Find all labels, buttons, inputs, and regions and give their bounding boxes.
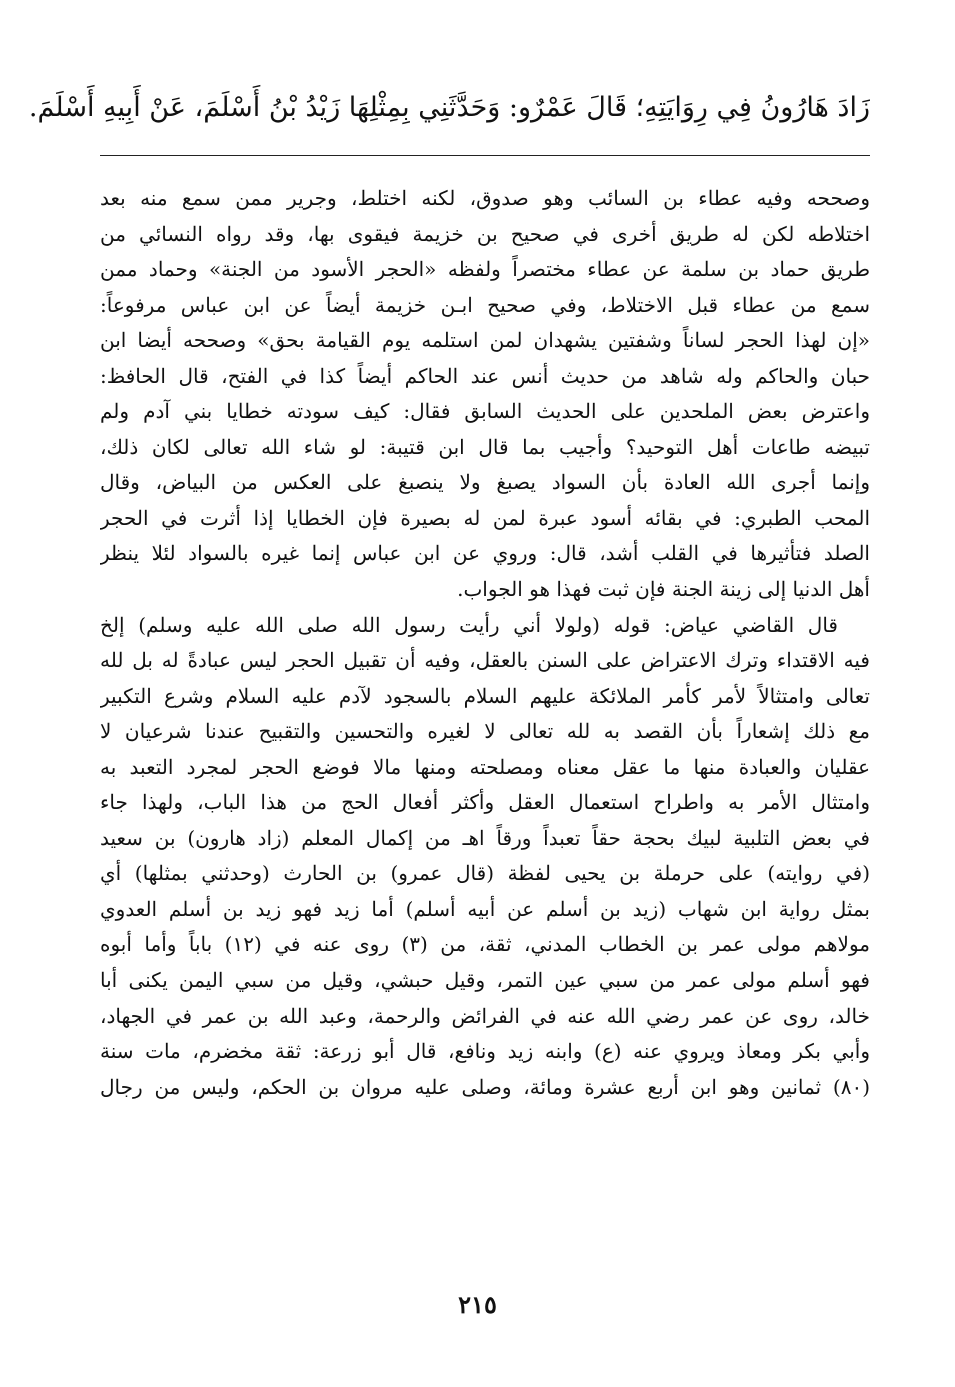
text-line: المحب الطبري: في بقائه أسود عبرة لمن له بصيرة فإن الخطايا إذا أثرت في الحجر: [100, 505, 870, 530]
text-line: قال القاضي عياض: قوله (ولولا أني رأيت رسول الله صلى الله عليه وسلم) إلخ: [100, 612, 838, 637]
text-line: فهو أسلم مولى عمر من سبي عين التمر، وقيل حبشي، وقيل من سبي اليمن يكنى أبا: [100, 968, 870, 993]
text-line: وأبي بكر ومعاذ ويروي عنه (ع) وابنه زيد ونافع، قال أبو زرعة: ثقة مخضرم، مات سنة: [100, 1039, 870, 1064]
text-line: في بعض التلبية لبيك بحجة حقاً تعبداً ورقاً اهـ من إكمال المعلم (زاد هارون) بن سعيد: [100, 825, 870, 850]
text-line: فيه الاقتداء وترك الاعتراض على السنن بالعقل، وفيه أن تقبيل الحجر ليس عبادةً له بل لله: [100, 648, 870, 673]
text-line: تعالى وامتثالاً لأمر كأمر الملائكة عليهم السلام بالسجود لآدم عليه السلام وشرع التكبير: [100, 683, 870, 708]
text-line: اختلاطه لكن له طريق أخرى في صحيح بن خزيمة فيقوى بها، وقد رواه النسائي من: [100, 221, 870, 246]
text-line: عقليان والعبادة منها ما عقل معناه ومصلحته ومنها مالا فوضع الحجر لمجرد التعبد به: [100, 754, 870, 779]
text-line: وامتثال الأمر به واطراح استعمال العقل وأكثر أفعال الحج من هذا الباب، ولهذا جاء: [100, 790, 870, 815]
text-line: سمع من عطاء قبل الاختلاط، وفي صحيح ابـن خزيمة أيضاً عن ابن عباس مرفوعاً:: [100, 292, 870, 317]
text-line: (في روايته) على حرملة بن يحيى لفظة (قال عمرو) بن الحارث (وحدثني بمثلها) أي: [100, 861, 870, 886]
text-line: تبيضه طاعات أهل التوحيد؟ وأجيب بما قال ابن قتيبة: لو شاء الله تعالى لكان ذلك،: [100, 434, 870, 459]
paragraph-2: [100, 608, 870, 1106]
text-line: الصلد فتأثيرها في القلب أشد، قال: وروي عن ابن عباس إنما غيره بالسواد لئلا ينظر: [100, 541, 870, 566]
text-line: مع ذلك إشعاراً بأن القصد به لله تعالى لا لغيره والتحسين والتقبيح عندنا شرعيان لا: [100, 719, 870, 744]
page-number: ٢١٥: [458, 1290, 497, 1319]
text-line: وإنما أجرى الله العادة بأن السواد يصبغ ولا ينصبغ على العكس من البياض، وقال: [100, 470, 870, 495]
commentary-block: [100, 181, 870, 1105]
text-line: طريق حماد بن سلمة عن عطاء مختصراً ولفظه «الحجر الأسود من الجنة» وحماد ممن: [100, 257, 870, 282]
hadith-text: زَادَ هَارُونُ فِي رِوَايَتِهِ؛ قَالَ عَمْرٌو: وَحَدَّثَنِي بِمِثْلِهَا زَيْدُ بْنُ أَسْلَمَ، عَنْ أَبِيهِ أَسْلَمَ.: [28, 92, 870, 123]
text-line: بمثل رواية ابن شهاب (زيد بن أسلم عن أبيه أسلم) أما زيد فهو زيد بن أسلم العدوي: [100, 896, 870, 921]
text-line: وصححه وفيه عطاء بن السائب وهو صدوق، لكنه اختلط، وجرير ممن سمع منه بعد: [100, 186, 870, 210]
footnote-divider: [100, 155, 870, 156]
text-line: (٨٠) ثمانين وهو ابن أربع عشرة ومائة، وصلى عليه مروان بن الحكم، وليس من رجال: [100, 1074, 870, 1099]
paragraph-1: [100, 181, 870, 608]
text-line: أهل الدنيا إلى زينة الجنة فإن ثبت فهذا هو الجواب.: [457, 577, 870, 602]
text-line: حبان والحاكم وله شاهد من حديث أنس عند الحاكم أيضاً كذا في الفتح، قال الحافظ:: [100, 363, 870, 388]
text-line: «إن لهذا الحجر لساناً وشفتين يشهدان لمن استلمه يوم القيامة بحق» وصححه أيضا ابن: [100, 328, 870, 353]
text-line: واعترض بعض الملحدين على الحديث السابق فقال: كيف سودته خطايا بني آدم ولم: [100, 399, 870, 424]
text-line: خالد، روى عن عمر رضي الله عنه في الفرائض والرحمة، وعبد الله بن عمر في الجهاد،: [100, 1003, 870, 1028]
text-line: مولاهم مولى عمر بن الخطاب المدني، ثقة، من (٣) روى عنه في (١٢) باباً وأما أبوه: [100, 932, 870, 957]
